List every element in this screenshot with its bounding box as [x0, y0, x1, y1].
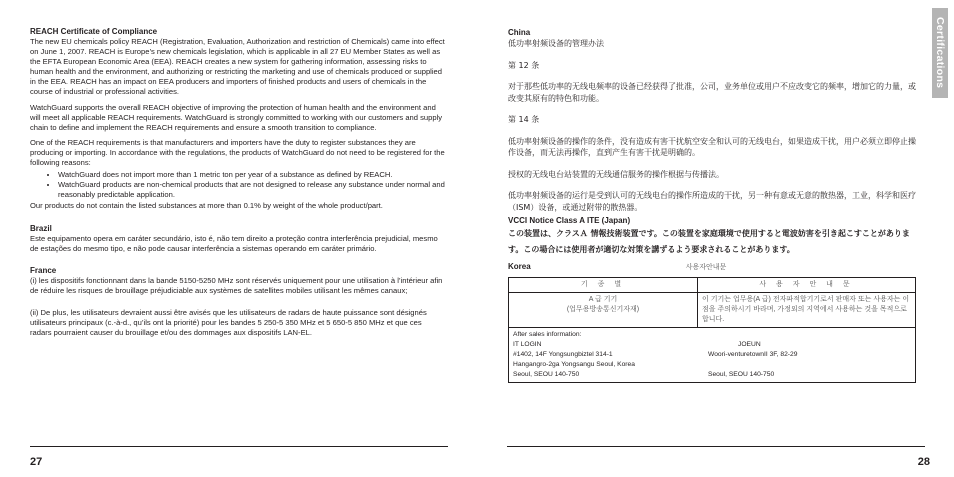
china-article-12: 第 12 条 — [508, 60, 540, 70]
korea-class: A 급 기기 — [588, 296, 618, 304]
aftersales-right-line — [708, 360, 797, 370]
aftersales-left — [513, 340, 708, 380]
reach-paragraph-1: The new EU chemicals policy REACH (Registration, Evaluation, Authorization and restriction of Chemicals) came into effect on June 1, 2007. REACH is Europe’s new chemicals legislation, which is applicable in all 27 EU Member States as well as the EFTA European Economic Area (EEA). REACH creates a new system for gathering information, assessing risks to human health and the environment, and authorizing or restricting the marketing and use of chemicals produced or supplied in the EEA. REACH has an impact on EEA producers and importers of finished products and users of chemicals in the course of industrial or professional activities. — [30, 37, 445, 97]
brazil-text: Este equipamento opera em caráter secundário, isto é, não tem direito a proteção contra interferência prejudicial, mesmo de estações do mesmo tipo, e não pode causar interferência a sistemas operando em caráter primário. — [30, 233, 438, 253]
footer-rule-left — [30, 446, 448, 447]
brazil-title: Brazil — [30, 223, 52, 233]
france-paragraph-1: (i) les dispositifs fonctionnant dans la bande 5150-5250 MHz sont réservés uniquement pour une utilisation à l’intérieur afin de réduire les risques de brouillage préjudiciable aux systèmes de satellites mobiles utilisant les mêmes canaux; — [30, 275, 443, 295]
aftersales-left-line: Seoul, SEOU 140-750 — [513, 371, 580, 379]
section-tab-label: Certifications — [934, 17, 946, 89]
korea-table-header-row — [509, 278, 916, 293]
korea-table — [508, 277, 916, 383]
aftersales-right — [708, 340, 797, 380]
japan-title: VCCI Notice Class A ITE (Japan) — [508, 216, 631, 225]
aftersales-row — [509, 328, 916, 383]
china-article-14-text-3: 低功率射频设备的运行是受到认可的无线电台的操作所造成的干扰，另一种有意或无意的散热器，工业，科学和医疗（ISM）设备，或通过附带的散热器。 — [508, 191, 916, 212]
right-column — [508, 28, 923, 383]
aftersales-left-line: #1402, 14F Yongsungbiztel 314-1 — [513, 351, 613, 359]
korea-head-left: 기 종 별 — [509, 278, 698, 293]
china-heading: 低功率射频设备的管理办法 — [508, 39, 604, 48]
korea-title: Korea — [508, 262, 531, 271]
china-title: China — [508, 28, 531, 37]
reach-bullet-2: • WatchGuard products are non-chemical products that are not designed to release any substance under normal and reasonably predictable application. — [58, 180, 445, 200]
france-title: France — [30, 265, 57, 275]
korea-head-right: 사 용 자 안 내 문 — [698, 278, 916, 293]
reach-title: REACH Certificate of Compliance — [30, 27, 158, 36]
korea-notice: 이 기기는 업무용(A 급) 전자파적합기기로서 판매자 또는 사용자는 이 점을 주의하시기 바라며, 가정외의 지역에서 사용하는 것을 목적으로 합니다. — [698, 293, 916, 328]
right-page — [477, 0, 954, 477]
left-column — [30, 27, 445, 338]
aftersales-title: After sales information: — [513, 331, 582, 339]
china-article-14-text-1: 低功率射频设备的操作的条件，没有造成有害干扰航空安全和认可的无线电台，如果造成干扰，用户必须立即停止操作设备，而无法再操作，直到产生有害干扰是明确的。 — [508, 136, 916, 157]
reach-paragraph-4: Our products do not contain the listed substances at more than 0.1% by weight of the whole product/part. — [30, 201, 383, 211]
japan-text: この装置は、クラスＡ 情報技術装置です。この装置を家庭環境で使用すると電波妨害を引き起こすことがあります。この場合には使用者が適切な対策を講ずるよう要求されることがあります。 — [508, 229, 910, 254]
china-article-14: 第 14 条 — [508, 115, 540, 124]
korea-class-sub: (업무용방송통신기자재) — [566, 306, 640, 314]
section-tab — [932, 8, 948, 98]
reach-bullet-list — [30, 170, 445, 200]
china-article-12-text: 对于那些低功率的无线电频率的设备已经获得了批准，公司，业务单位或用户不应改变它的频率，增加它的力量，或改变其原有的特色和功能。 — [508, 82, 916, 103]
korea-header — [508, 262, 923, 273]
china-article-14-text-2: 授权的无线电台站装置的无线通信服务的操作根据与传播法。 — [508, 169, 724, 179]
aftersales-right-line: Woori-venturetownII 3F, 82-29 — [708, 351, 798, 359]
aftersales-left-line: Hangangro-2ga Yongsangu Seoul, Korea — [513, 361, 635, 369]
aftersales-left-line: IT LOGIN — [513, 341, 542, 349]
aftersales-right-line: JOEUN — [738, 341, 761, 349]
korea-class-cell — [509, 293, 698, 328]
page-number-left: 27 — [30, 456, 43, 468]
reach-paragraph-2: WatchGuard supports the overall REACH objective of improving the protection of human health and the environment and will meet all applicable REACH requirements. WatchGuard is strongly committed to working with our customers and supply chain to define and implement the REACH requirements and ensure a smooth transition to compliance. — [30, 102, 443, 132]
aftersales-columns — [513, 340, 911, 380]
korea-table-row — [509, 293, 916, 328]
page-number-right: 28 — [917, 456, 930, 468]
france-paragraph-2: (ii) De plus, les utilisateurs devraient aussi être avisés que les utilisateurs de radars de haute puissance sont désignés utilisateurs principaux (c.-à-d., qu’ils ont la priorité) pour les bandes 5 250-5 350 MHz et 5 650-5 850 MHz et que ces radars pourraient causer du brouillage et/ou des dommages aux dispositifs LAN-EL. — [30, 307, 427, 338]
aftersales-cell — [509, 328, 916, 383]
reach-paragraph-3: One of the REACH requirements is that manufacturers and importers have the duty to register substances they are producing or importing. In accordance with the regulations, the products of WatchGuard do not need to be registered for the following reasons: — [30, 137, 445, 168]
aftersales-right-line: Seoul, SEOU 140-750 — [708, 371, 775, 379]
korea-subtitle: 사용자안내문 — [685, 264, 727, 271]
footer-rule-right — [507, 446, 925, 447]
reach-bullet-1: • WatchGuard does not import more than 1 metric ton per year of a substance as defined by REACH. — [58, 170, 445, 180]
